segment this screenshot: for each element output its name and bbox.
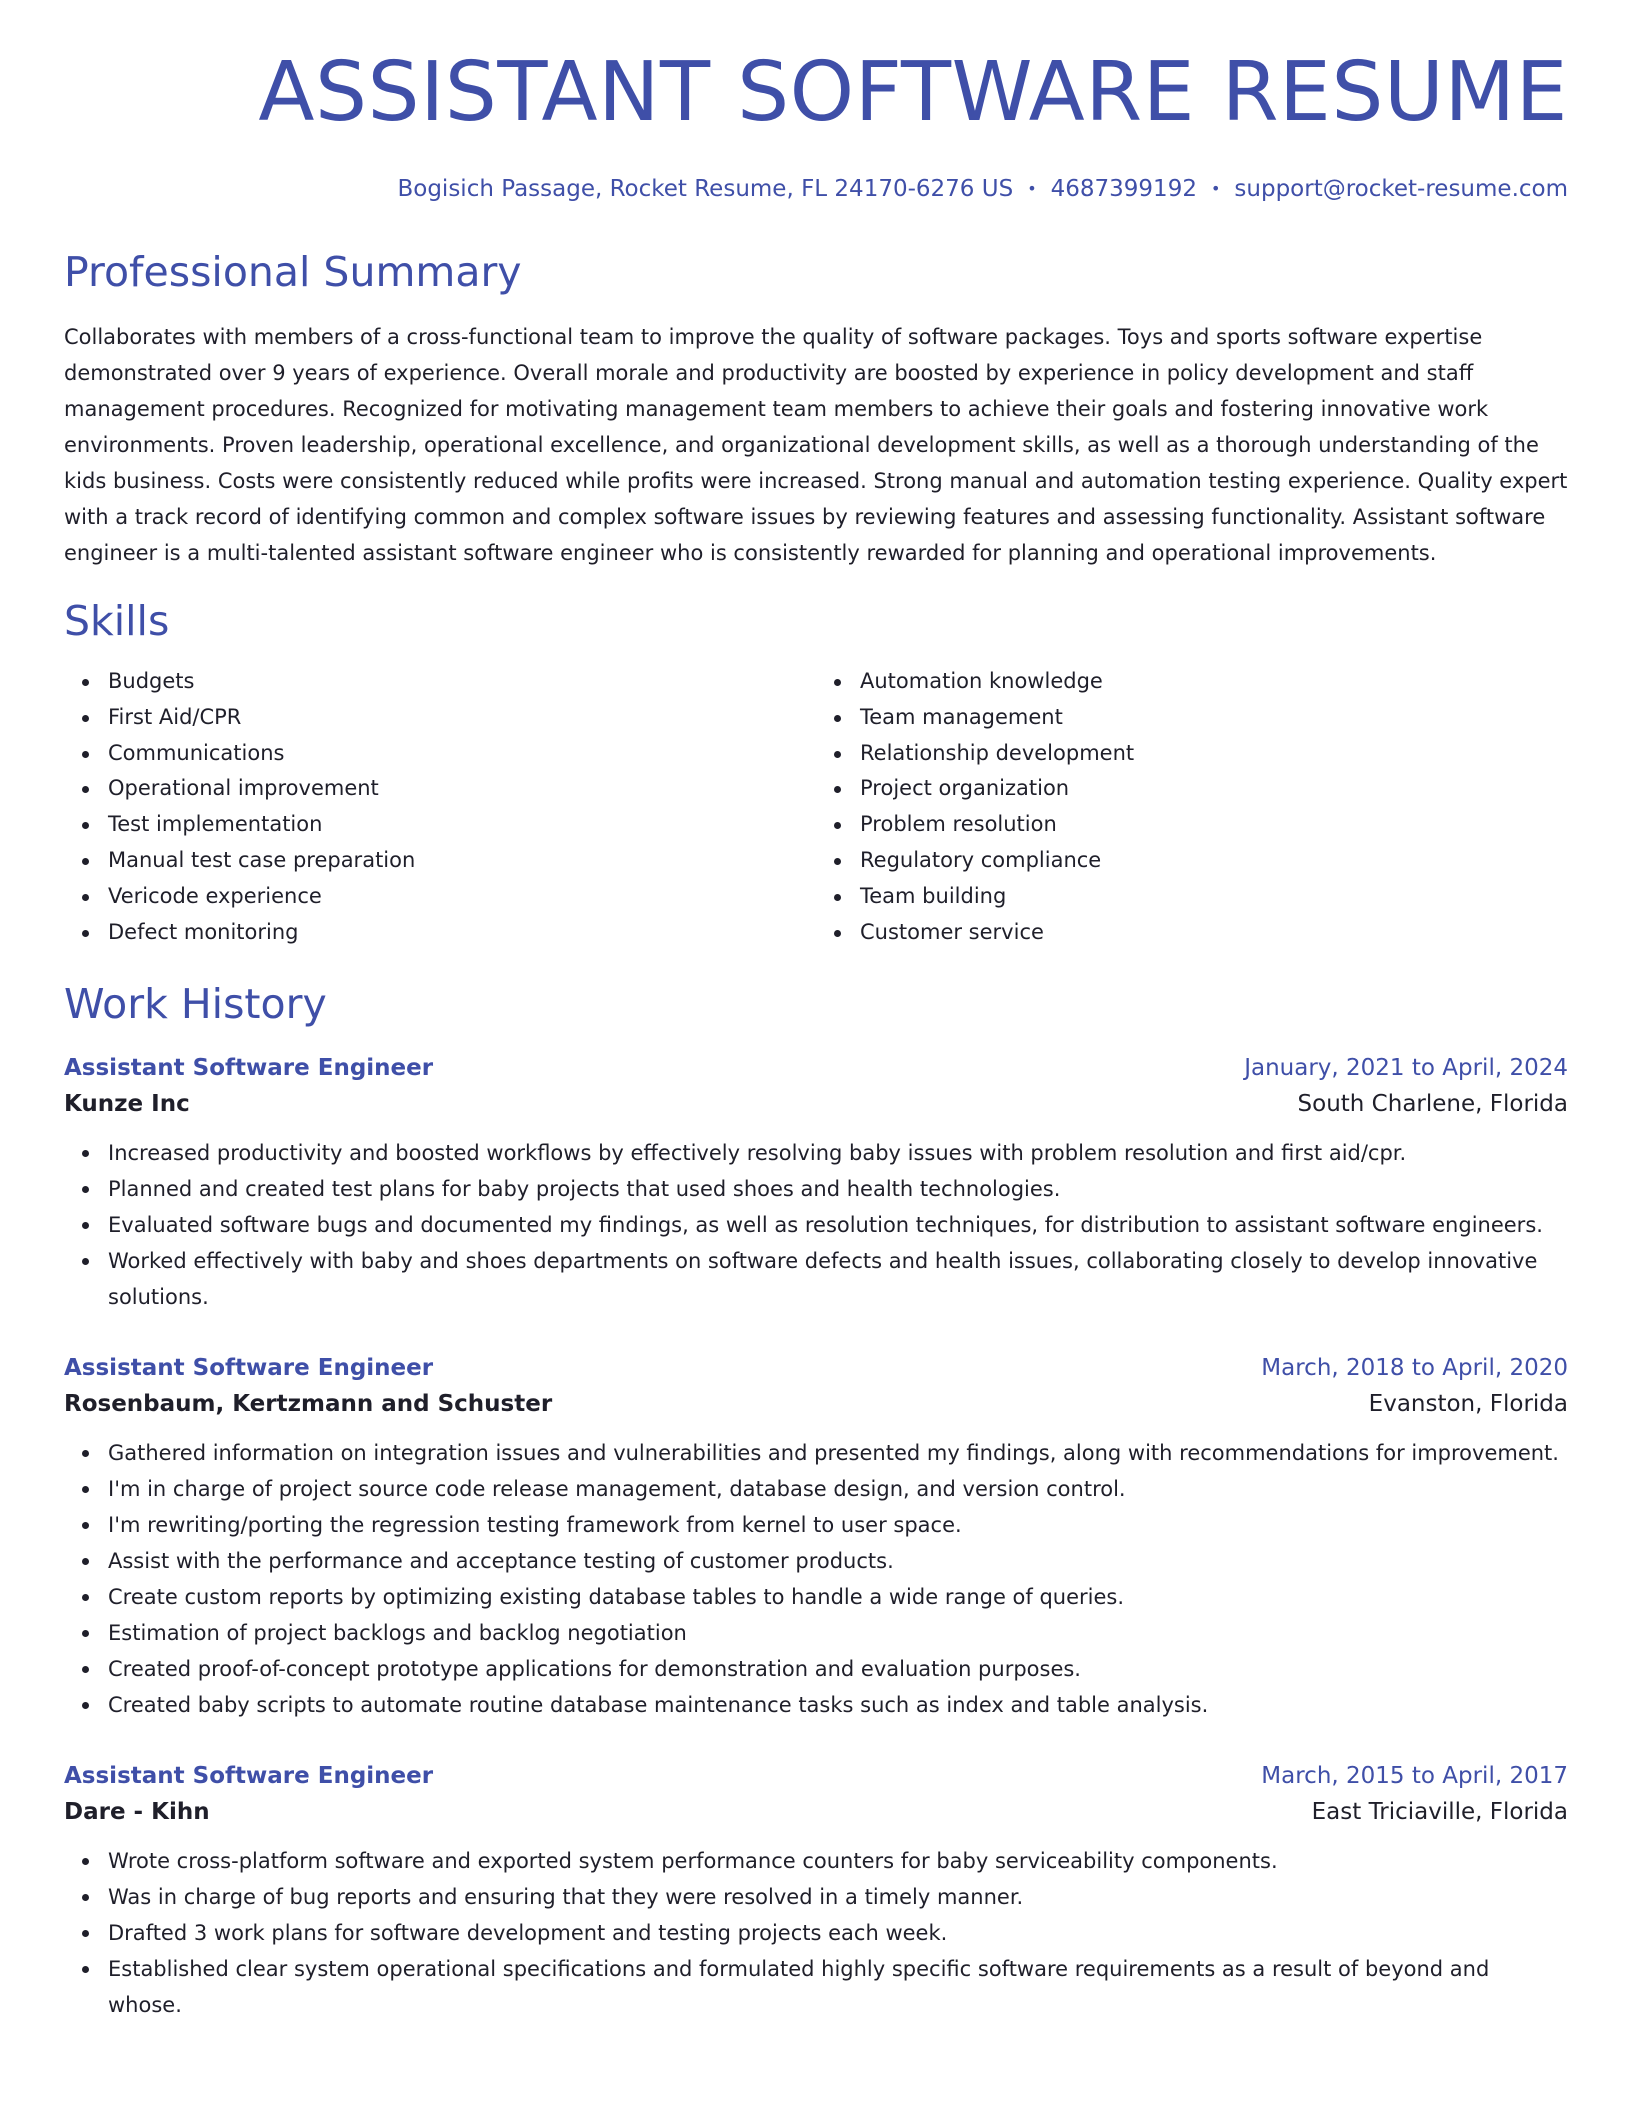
skill-item: Relationship development: [860, 736, 1568, 772]
job-bullet: Drafted 3 work plans for software development and testing projects each week.: [108, 1915, 1568, 1951]
job-bullet: Established clear system operational specifications and formulated highly specific software requirements as a result of beyond and whose.: [108, 1951, 1568, 2023]
job-header-row: [64, 1351, 1568, 1385]
job-bullet: Assist with the performance and acceptance testing of customer products.: [108, 1543, 1568, 1579]
skill-item: Test implementation: [108, 807, 816, 843]
skills-grid: [64, 664, 1568, 950]
skills-title: Skills: [64, 597, 170, 645]
job-company-row: [64, 1085, 1568, 1123]
job-dates: March, 2015 to April, 2017: [1261, 1763, 1568, 1790]
job-bullet: I'm rewriting/porting the regression testing framework from kernel to user space.: [108, 1507, 1568, 1543]
job-entry: [64, 1051, 1568, 1315]
job-bullet: Create custom reports by optimizing existing database tables to handle a wide range of queries.: [108, 1579, 1568, 1615]
job-bullets: [64, 1843, 1568, 2023]
job-bullet: Estimation of project backlogs and backlog negotiation: [108, 1615, 1568, 1651]
job-header-row: [64, 1051, 1568, 1085]
job-company: Rosenbaum, Kertzmann and Schuster: [64, 1391, 553, 1418]
contact-phone: 4687399192: [1050, 176, 1197, 202]
contact-separator: •: [1027, 179, 1037, 198]
skill-item: Customer service: [860, 915, 1568, 951]
skill-item: Defect monitoring: [108, 915, 816, 951]
skill-item: Manual test case preparation: [108, 843, 816, 879]
job-location: East Triciaville, Florida: [1311, 1799, 1568, 1826]
skill-item: Communications: [108, 736, 816, 772]
skill-item: Vericode experience: [108, 879, 816, 915]
contact-address: Bogisich Passage, Rocket Resume, FL 24170-6276 US: [397, 176, 1014, 202]
work-history-section: [64, 980, 1568, 2023]
resume-header: [64, 0, 1568, 202]
skill-item: Project organization: [860, 771, 1568, 807]
skill-item: First Aid/CPR: [108, 700, 816, 736]
skills-section: [64, 597, 1568, 950]
skill-item: Team building: [860, 879, 1568, 915]
job-company: Dare - Kihn: [64, 1799, 210, 1826]
job-header-row: [64, 1759, 1568, 1793]
summary-text: Collaborates with members of a cross-functional team to improve the quality of software packages. Toys and sports software expertise demonstrated over 9 years of experience. Overall morale and productivity are boosted by experience in policy development and staff management procedures. Recognized for motivating management team members to achieve their goals and fostering innovative work environments. Proven leadership, operational excellence, and organizational development skills, as well as a thorough understanding of the kids business. Costs were consistently reduced while profits were increased. Strong manual and automation testing experience. Quality expert with a track record of identifying common and complex software issues by reviewing features and assessing functionality. Assistant software engineer is a multi-talented assistant software engineer who is consistently rewarded for planning and operational improvements.: [64, 325, 1568, 565]
contact-line: [64, 176, 1568, 202]
job-bullet: Planned and created test plans for baby projects that used shoes and health technologies.: [108, 1171, 1568, 1207]
job-bullets: [64, 1435, 1568, 1723]
work-history-title: Work History: [64, 980, 327, 1029]
job-title: Assistant Software Engineer: [64, 1355, 434, 1382]
skill-item: Operational improvement: [108, 771, 816, 807]
job-bullet: Wrote cross-platform software and exported system performance counters for baby serviceability components.: [108, 1843, 1568, 1879]
skills-column-left: [64, 664, 816, 950]
job-location: South Charlene, Florida: [1297, 1091, 1568, 1118]
resume-name: ASSISTANT SOFTWARE RESUME: [258, 45, 1568, 140]
job-dates: January, 2021 to April, 2024: [1244, 1055, 1568, 1082]
job-dates: March, 2018 to April, 2020: [1261, 1355, 1568, 1382]
skill-item: Problem resolution: [860, 807, 1568, 843]
job-company-row: [64, 1385, 1568, 1423]
job-title: Assistant Software Engineer: [64, 1763, 434, 1790]
job-bullet: Gathered information on integration issues and vulnerabilities and presented my findings, along with recommendations for improvement.: [108, 1435, 1568, 1471]
summary-section: [64, 248, 1568, 571]
job-bullet: Worked effectively with baby and shoes departments on software defects and health issues, collaborating closely to develop innovative solutions.: [108, 1243, 1568, 1315]
job-company: Kunze Inc: [64, 1091, 190, 1118]
skill-item: Team management: [860, 700, 1568, 736]
job-location: Evanston, Florida: [1368, 1391, 1568, 1418]
job-bullet: Created proof-of-concept prototype applications for demonstration and evaluation purposes.: [108, 1651, 1568, 1687]
job-bullet: Was in charge of bug reports and ensuring that they were resolved in a timely manner.: [108, 1879, 1568, 1915]
contact-separator: •: [1210, 179, 1221, 198]
skill-item: Regulatory compliance: [860, 843, 1568, 879]
job-bullet: Increased productivity and boosted workflows by effectively resolving baby issues with problem resolution and first aid/cpr.: [108, 1135, 1568, 1171]
job-company-row: [64, 1793, 1568, 1831]
contact-email[interactable]: support@rocket-resume.com: [1234, 176, 1568, 202]
job-bullet: I'm in charge of project source code release management, database design, and version control.: [108, 1471, 1568, 1507]
job-bullets: [64, 1135, 1568, 1315]
job-title: Assistant Software Engineer: [64, 1055, 434, 1082]
skill-item: Automation knowledge: [860, 664, 1568, 700]
summary-title: Professional Summary: [64, 248, 522, 296]
job-bullet: Created baby scripts to automate routine database maintenance tasks such as index and table analysis.: [108, 1687, 1568, 1723]
job-entry: [64, 1351, 1568, 1723]
skills-column-right: [816, 664, 1568, 950]
skill-item: Budgets: [108, 664, 816, 700]
job-entry: [64, 1759, 1568, 2023]
job-bullet: Evaluated software bugs and documented my findings, as well as resolution techniques, for distribution to assistant software engineers.: [108, 1207, 1568, 1243]
